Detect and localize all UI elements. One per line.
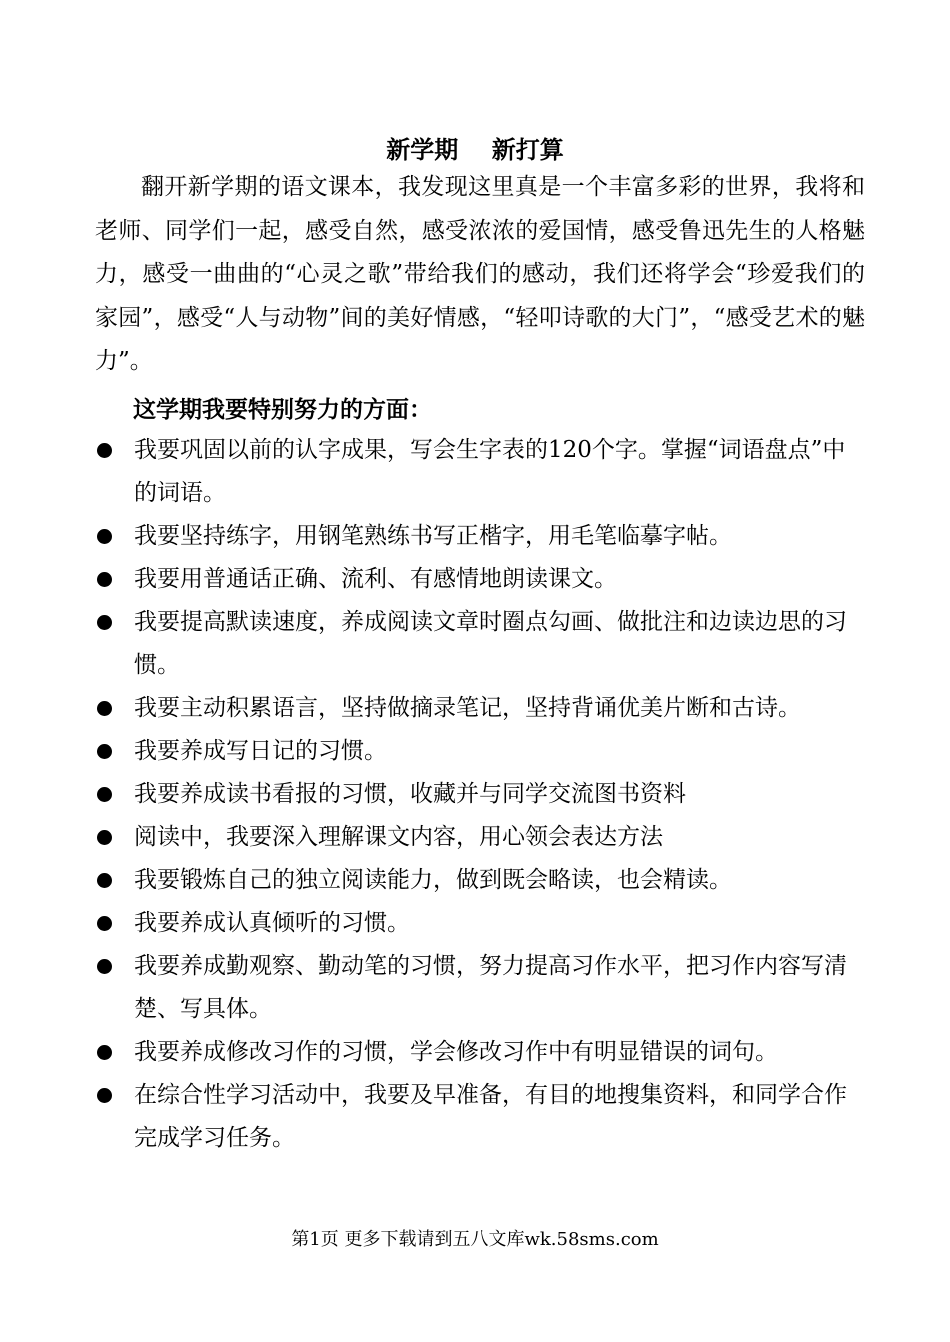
goal-text: 我要主动积累语言，坚持做摘录笔记，坚持背诵优美片断和古诗。 (134, 695, 801, 721)
goal-text: 我要提高默读速度，养成阅读文章时圈点勾画、做批注和边读边思的习惯。 (134, 609, 847, 678)
goal-text: 我要养成认真倾听的习惯。 (134, 910, 410, 936)
bullet-icon (97, 744, 112, 759)
bullet-icon (97, 572, 112, 587)
goal-text: 阅读中，我要深入理解课文内容，用心领会表达方法 (134, 824, 663, 850)
bullet-icon (97, 1088, 112, 1103)
goal-item (95, 816, 885, 859)
goal-text: 在综合性学习活动中，我要及早准备，有目的地搜集资料，和同学合作完成学习任务。 (134, 1082, 847, 1151)
goal-item (95, 558, 885, 601)
goal-item (95, 601, 885, 687)
bullet-icon (97, 701, 112, 716)
goal-item (95, 773, 885, 816)
bullet-icon (97, 787, 112, 802)
page-footer: 第1页 更多下载请到五八文库wk.58sms.com (291, 1229, 659, 1250)
goal-text: 我要养成读书看报的习惯，收藏并与同学交流图书资料 (134, 781, 686, 807)
goal-text: 我要巩固以前的认字成果，写会生字表的120个字。掌握“词语盘点”中的词语。 (134, 437, 846, 506)
bullet-icon (97, 916, 112, 931)
goals-heading: 这学期我要特别努力的方面： (133, 396, 432, 423)
goal-item (95, 945, 885, 1031)
bullet-icon (97, 529, 112, 544)
goal-item (95, 730, 885, 773)
goal-item (95, 859, 885, 902)
bullet-icon (97, 830, 112, 845)
goal-text: 我要用普通话正确、流利、有感情地朗读课文。 (134, 566, 617, 592)
bullet-icon (97, 615, 112, 630)
goal-text: 我要养成勤观察、勤动笔的习惯，努力提高习作水平，把习作内容写清楚、写具体。 (134, 953, 847, 1022)
goal-item (95, 1074, 885, 1160)
document-title: 新学期 新打算 (386, 135, 564, 164)
goal-text: 我要坚持练字，用钢笔熟练书写正楷字，用毛笔临摹字帖。 (134, 523, 732, 549)
goal-item (95, 515, 885, 558)
goal-item (95, 429, 885, 515)
goal-text: 我要养成修改习作的习惯，学会修改习作中有明显错误的词句。 (134, 1039, 778, 1065)
goals-list (95, 429, 885, 1160)
goal-text: 我要养成写日记的习惯。 (134, 738, 387, 764)
goal-item (95, 1031, 885, 1074)
intro-paragraph: 翻开新学期的语文课本，我发现这里真是一个丰富多彩的世界，我将和老师、同学们一起，感受自然，感受浓浓的爱国情，感受鲁迅先生的人格魅力，感受一曲曲的“心灵之歌”带给我们的感动，我们还将学会“珍爱我们的家园”，感受“人与动物”间的美好情感，“轻叩诗歌的大门”，“感受艺术的魅力”。 (95, 174, 865, 374)
goal-item (95, 687, 885, 730)
goal-text: 我要锻炼自己的独立阅读能力，做到既会略读，也会精读。 (134, 867, 732, 893)
bullet-icon (97, 959, 112, 974)
bullet-icon (97, 1045, 112, 1060)
bullet-icon (97, 873, 112, 888)
bullet-icon (97, 443, 112, 458)
goal-item (95, 902, 885, 945)
